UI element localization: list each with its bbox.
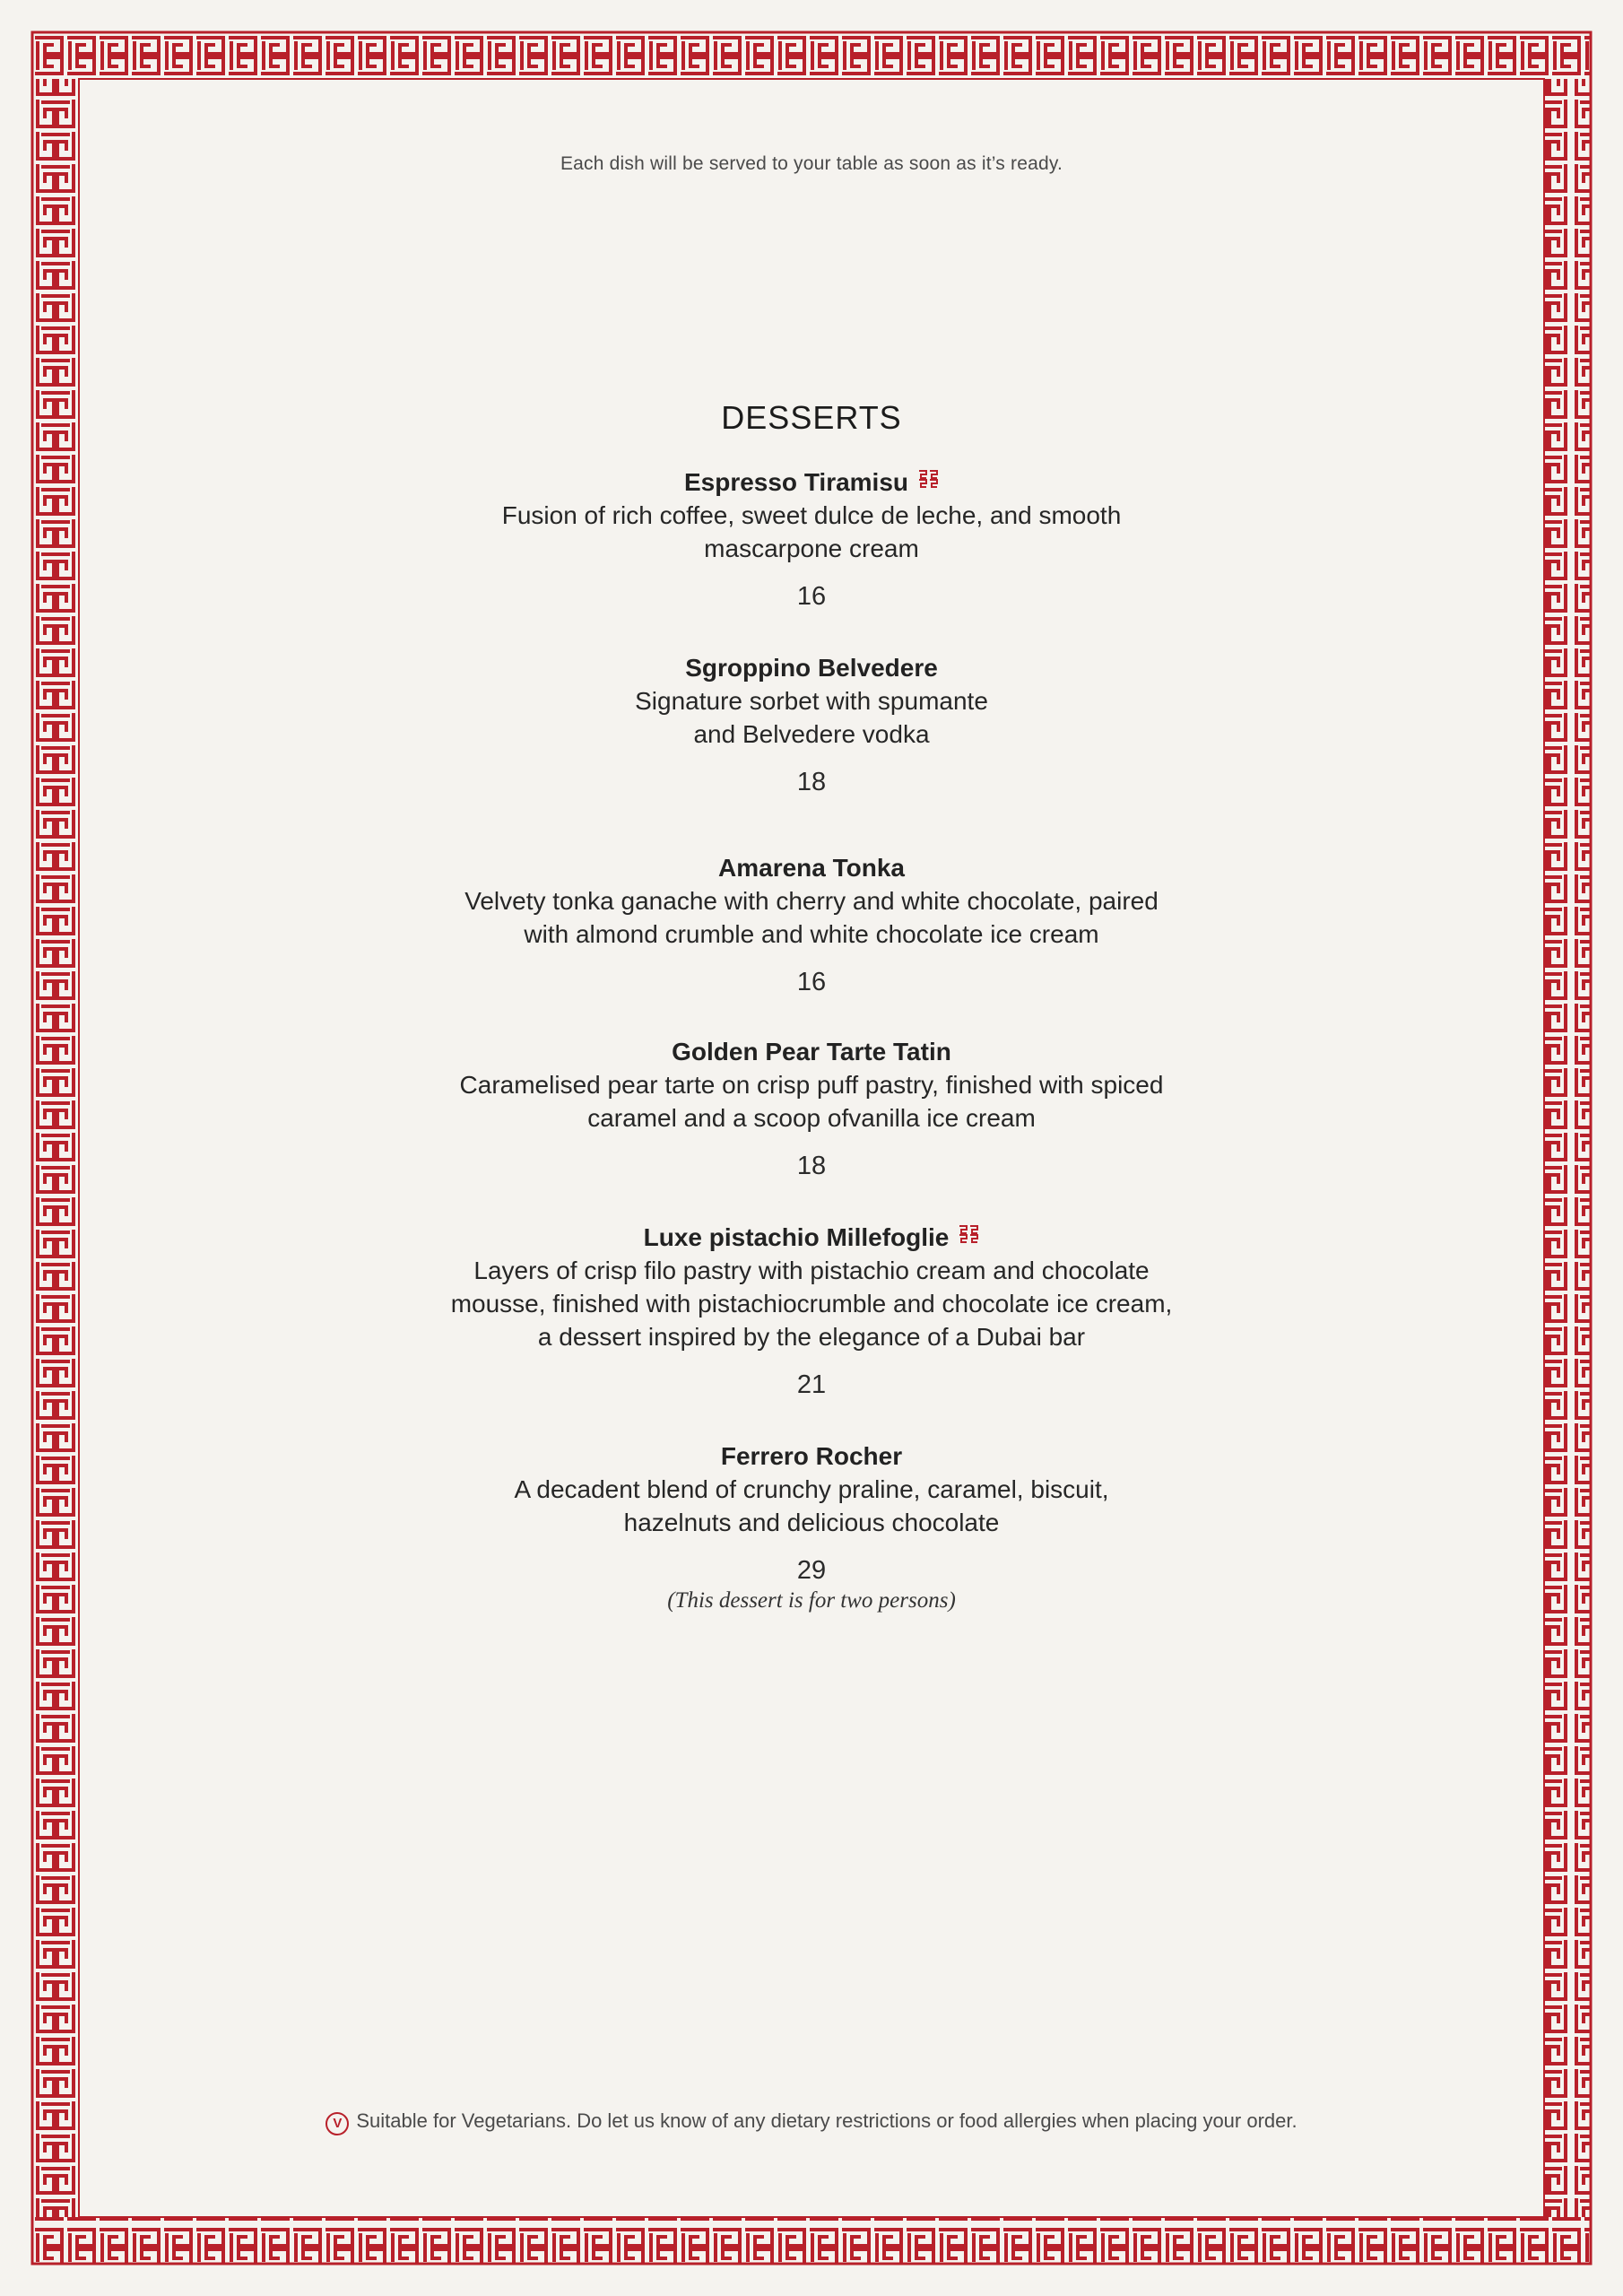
dish-price: 16 [796, 968, 827, 996]
dish-price: 18 [796, 768, 827, 796]
dish-item [0, 852, 1623, 998]
dish-price: 21 [796, 1370, 827, 1399]
dish-name-text: Espresso Tiramisu [683, 468, 909, 496]
dish-description-line: and Belvedere vodka [693, 720, 930, 748]
dish-name [0, 1222, 1623, 1254]
dish-price: 29 [796, 1556, 827, 1585]
dish-name [0, 1036, 1623, 1068]
dish-description-line: caramel and a scoop ofvanilla ice cream [587, 1104, 1036, 1132]
dish-description-line: Layers of crisp filo pastry with pistachio cream and chocolate [473, 1257, 1150, 1284]
dish-description-line: Fusion of rich coffee, sweet dulce de leche, and smooth [501, 501, 1122, 529]
dish-description-line: mascarpone cream [704, 535, 919, 562]
dish-item [0, 1222, 1623, 1401]
dish-description-line: Velvety tonka ganache with cherry and white chocolate, paired [464, 887, 1159, 915]
dish-description-line: mousse, finished with pistachiocrumble and chocolate ice cream, [450, 1290, 1173, 1318]
dish-name-text: Ferrero Rocher [720, 1442, 903, 1470]
dish-name [0, 466, 1623, 499]
dessert-menu [0, 395, 1623, 1615]
dish-name-text: Amarena Tonka [718, 854, 905, 882]
dish-description-line: Signature sorbet with spumante [635, 687, 988, 715]
dietary-note: Suitable for Vegetarians. Do let us know of any dietary restrictions or food allergies when placing your order. [356, 2109, 1298, 2132]
dish-description-line: with almond crumble and white chocolate ice cream [524, 920, 1099, 948]
dish-description-line: a dessert inspired by the elegance of a Dubai bar [537, 1323, 1086, 1351]
dish-price: 18 [796, 1152, 827, 1180]
dish-item [0, 1440, 1623, 1615]
dish-name-text: Luxe pistachio Millefoglie [643, 1223, 950, 1251]
dish-list [0, 466, 1623, 1615]
vegetarian-icon: V [325, 2112, 349, 2135]
dish-description-line: Caramelised pear tarte on crisp puff pastry, finished with spiced [459, 1071, 1164, 1099]
signature-seal-icon [917, 469, 939, 489]
dish-item [0, 466, 1623, 613]
dietary-footer [0, 2109, 1623, 2135]
dish-name-text: Golden Pear Tarte Tatin [672, 1038, 951, 1065]
dish-description-line: hazelnuts and delicious chocolate [623, 1509, 1000, 1536]
dish-item [0, 652, 1623, 798]
dish-name [0, 852, 1623, 884]
dish-price: 16 [796, 582, 827, 611]
dish-item [0, 1036, 1623, 1182]
dish-name-text: Sgroppino Belvedere [685, 654, 938, 682]
dish-name [0, 652, 1623, 684]
dish-description-line: A decadent blend of crunchy praline, caramel, biscuit, [514, 1475, 1109, 1503]
signature-seal-icon [958, 1224, 979, 1244]
dish-name [0, 1440, 1623, 1473]
dish-note: (This dessert is for two persons) [667, 1588, 956, 1613]
section-title: DESSERTS [721, 399, 902, 436]
service-note: Each dish will be served to your table as soon as it’s ready. [560, 153, 1063, 174]
